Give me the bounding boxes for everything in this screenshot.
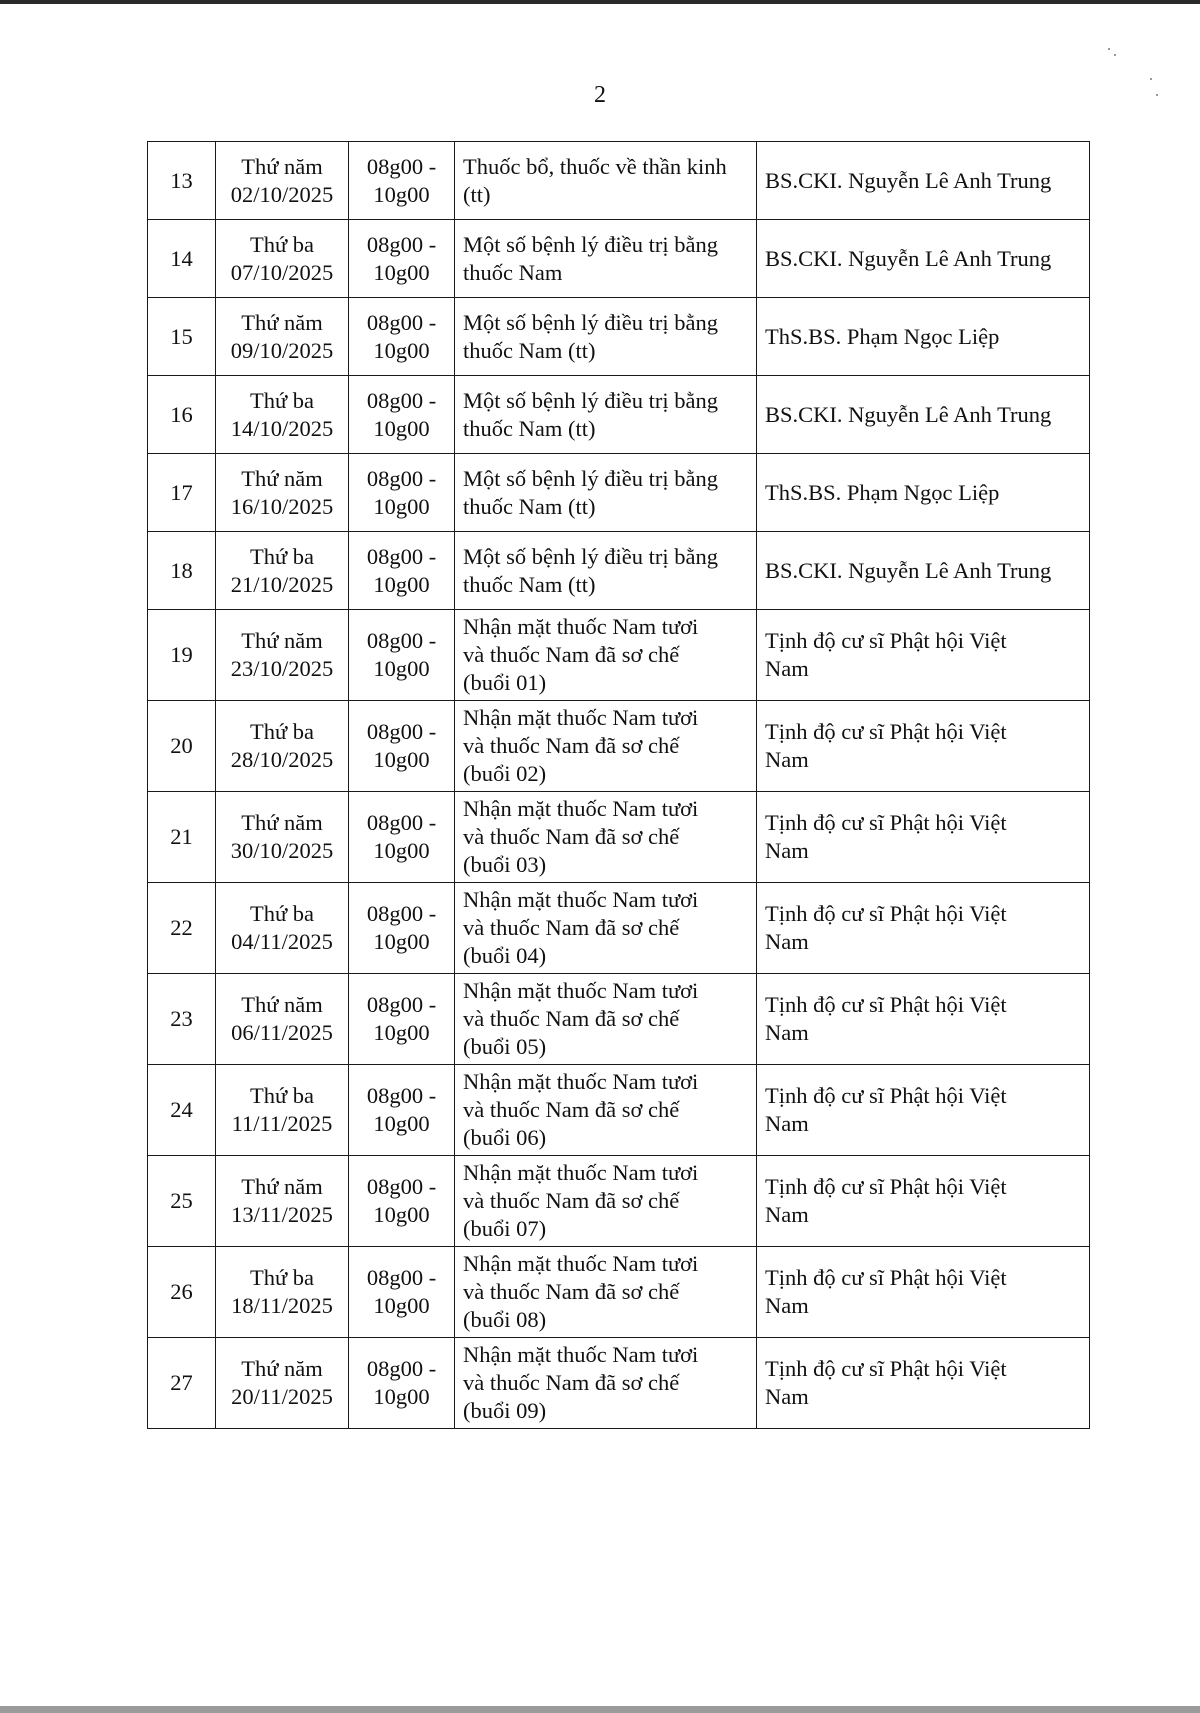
table-row — [148, 1156, 1090, 1247]
table-row — [148, 376, 1090, 454]
teacher-line: Tịnh độ cư sĩ Phật hội Việt — [765, 1356, 1007, 1381]
row-number-cell — [148, 1065, 216, 1156]
topic-cell — [455, 376, 757, 454]
date-text: 07/10/2025 — [230, 259, 334, 285]
topic-line: Một số bệnh lý điều trị bằng — [463, 387, 718, 413]
topic-cell — [455, 454, 757, 532]
scan-speck — [1114, 54, 1116, 56]
weekday-text: Thứ ba — [249, 901, 315, 926]
topic-line: (buổi 07) — [463, 1216, 547, 1241]
topic-line: (buổi 08) — [463, 1307, 547, 1332]
day-cell — [216, 1065, 349, 1156]
weekday-text: Thứ năm — [241, 992, 323, 1017]
topic-line: thuốc Nam (tt) — [463, 493, 596, 519]
row-number-cell — [148, 610, 216, 701]
weekday-text: Thứ năm — [241, 309, 323, 335]
topic-line: (buổi 06) — [463, 1125, 547, 1150]
page-number: 2 — [594, 82, 606, 108]
time-end-text: 10g00 — [373, 181, 430, 207]
weekday-text: Thứ ba — [249, 1083, 315, 1108]
topic-cell — [455, 1247, 757, 1338]
row-number-cell — [148, 532, 216, 610]
time-end-text: 10g00 — [373, 1293, 430, 1318]
time-end-text: 10g00 — [373, 571, 430, 597]
day-cell — [216, 701, 349, 792]
time-cell — [349, 454, 455, 532]
time-start-text: 08g00 - — [366, 1174, 437, 1199]
table-row — [148, 454, 1090, 532]
row-number: 18 — [170, 557, 193, 583]
time-start-text: 08g00 - — [366, 543, 437, 569]
topic-line: Nhận mặt thuốc Nam tươi — [463, 614, 699, 639]
topic-line: Nhận mặt thuốc Nam tươi — [463, 1069, 699, 1094]
table-row — [148, 610, 1090, 701]
time-start-text: 08g00 - — [366, 387, 437, 413]
teacher-line: ThS.BS. Phạm Ngọc Liệp — [765, 323, 1000, 349]
topic-line: Thuốc bổ, thuốc về thần kinh — [463, 153, 727, 179]
teacher-line: Nam — [765, 656, 809, 681]
row-number: 13 — [170, 167, 193, 193]
time-start-text: 08g00 - — [366, 901, 437, 926]
time-start-text: 08g00 - — [366, 465, 437, 491]
topic-cell — [455, 220, 757, 298]
time-cell — [349, 792, 455, 883]
topic-line: (buổi 02) — [463, 761, 547, 786]
topic-line: Nhận mặt thuốc Nam tươi — [463, 705, 699, 730]
teacher-line: Tịnh độ cư sĩ Phật hội Việt — [765, 1083, 1007, 1108]
teacher-cell — [757, 792, 1090, 883]
topic-cell — [455, 883, 757, 974]
day-cell — [216, 454, 349, 532]
schedule-table — [147, 141, 1090, 1429]
teacher-cell — [757, 376, 1090, 454]
topic-cell — [455, 298, 757, 376]
time-end-text: 10g00 — [373, 838, 430, 863]
topic-line: Một số bệnh lý điều trị bằng — [463, 543, 718, 569]
row-number-cell — [148, 701, 216, 792]
teacher-cell — [757, 142, 1090, 220]
teacher-cell — [757, 610, 1090, 701]
teacher-line: Tịnh độ cư sĩ Phật hội Việt — [765, 1174, 1007, 1199]
teacher-line: Nam — [765, 1293, 809, 1318]
topic-line: thuốc Nam — [463, 259, 563, 285]
teacher-line: BS.CKI. Nguyễn Lê Anh Trung — [765, 245, 1052, 271]
topic-cell — [455, 701, 757, 792]
time-end-text: 10g00 — [373, 337, 430, 363]
time-start-text: 08g00 - — [366, 1083, 437, 1108]
day-cell — [216, 1156, 349, 1247]
table-row — [148, 974, 1090, 1065]
teacher-cell — [757, 1247, 1090, 1338]
day-cell — [216, 376, 349, 454]
scan-speck — [1156, 94, 1158, 96]
row-number-cell — [148, 1338, 216, 1429]
topic-cell — [455, 1338, 757, 1429]
day-cell — [216, 142, 349, 220]
time-start-text: 08g00 - — [366, 1356, 437, 1381]
time-start-text: 08g00 - — [366, 810, 437, 835]
teacher-cell — [757, 1156, 1090, 1247]
weekday-text: Thứ năm — [241, 810, 323, 835]
teacher-line: Tịnh độ cư sĩ Phật hội Việt — [765, 1265, 1007, 1290]
date-text: 28/10/2025 — [230, 747, 334, 772]
table-row — [148, 792, 1090, 883]
weekday-text: Thứ ba — [249, 1265, 315, 1290]
table-row — [148, 701, 1090, 792]
teacher-cell — [757, 220, 1090, 298]
topic-line: (buổi 09) — [463, 1398, 547, 1423]
teacher-line: Nam — [765, 838, 809, 863]
teacher-cell — [757, 1065, 1090, 1156]
topic-line: Một số bệnh lý điều trị bằng — [463, 465, 718, 491]
date-text: 20/11/2025 — [231, 1384, 333, 1409]
row-number: 15 — [170, 323, 193, 349]
day-cell — [216, 610, 349, 701]
row-number: 19 — [170, 642, 193, 667]
teacher-line: Nam — [765, 747, 809, 772]
topic-line: thuốc Nam (tt) — [463, 571, 596, 597]
topic-line: (buổi 04) — [463, 943, 547, 968]
weekday-text: Thứ ba — [249, 387, 315, 413]
weekday-text: Thứ năm — [241, 1356, 323, 1381]
time-cell — [349, 142, 455, 220]
time-end-text: 10g00 — [373, 493, 430, 519]
topic-cell — [455, 792, 757, 883]
scan-speck — [1150, 78, 1152, 80]
time-cell — [349, 1156, 455, 1247]
topic-cell — [455, 532, 757, 610]
topic-line: Nhận mặt thuốc Nam tươi — [463, 796, 699, 821]
row-number: 25 — [170, 1188, 193, 1213]
row-number-cell — [148, 454, 216, 532]
weekday-text: Thứ ba — [249, 719, 315, 744]
topic-cell — [455, 610, 757, 701]
teacher-cell — [757, 298, 1090, 376]
teacher-cell — [757, 883, 1090, 974]
topic-line: (tt) — [463, 181, 491, 207]
date-text: 30/10/2025 — [230, 838, 334, 863]
topic-line: và thuốc Nam đã sơ chế — [463, 824, 680, 849]
teacher-line: Nam — [765, 929, 809, 954]
date-text: 13/11/2025 — [231, 1202, 333, 1227]
teacher-line: BS.CKI. Nguyễn Lê Anh Trung — [765, 167, 1052, 193]
day-cell — [216, 298, 349, 376]
time-start-text: 08g00 - — [366, 992, 437, 1017]
day-cell — [216, 1338, 349, 1429]
row-number-cell — [148, 1247, 216, 1338]
time-end-text: 10g00 — [373, 415, 430, 441]
topic-line: Nhận mặt thuốc Nam tươi — [463, 1160, 699, 1185]
topic-line: và thuốc Nam đã sơ chế — [463, 915, 680, 940]
table-row — [148, 220, 1090, 298]
date-text: 09/10/2025 — [230, 337, 334, 363]
table-row — [148, 1338, 1090, 1429]
time-end-text: 10g00 — [373, 929, 430, 954]
weekday-text: Thứ ba — [249, 231, 315, 257]
scan-top-edge — [0, 0, 1200, 4]
teacher-cell — [757, 454, 1090, 532]
time-cell — [349, 1065, 455, 1156]
topic-cell — [455, 1156, 757, 1247]
teacher-cell — [757, 532, 1090, 610]
row-number-cell — [148, 220, 216, 298]
date-text: 14/10/2025 — [230, 415, 334, 441]
teacher-line: ThS.BS. Phạm Ngọc Liệp — [765, 479, 1000, 505]
table-row — [148, 1247, 1090, 1338]
topic-line: và thuốc Nam đã sơ chế — [463, 1097, 680, 1122]
row-number: 22 — [170, 915, 193, 940]
day-cell — [216, 532, 349, 610]
time-start-text: 08g00 - — [366, 231, 437, 257]
topic-line: và thuốc Nam đã sơ chế — [463, 733, 680, 758]
topic-cell — [455, 974, 757, 1065]
topic-line: thuốc Nam (tt) — [463, 337, 596, 363]
time-start-text: 08g00 - — [366, 309, 437, 335]
topic-line: (buổi 03) — [463, 852, 547, 877]
row-number-cell — [148, 974, 216, 1065]
table-row — [148, 532, 1090, 610]
row-number: 24 — [170, 1097, 193, 1122]
teacher-line: Tịnh độ cư sĩ Phật hội Việt — [765, 810, 1007, 835]
topic-line: Một số bệnh lý điều trị bằng — [463, 231, 718, 257]
row-number: 20 — [170, 733, 193, 758]
time-end-text: 10g00 — [373, 1111, 430, 1136]
topic-line: và thuốc Nam đã sơ chế — [463, 1006, 680, 1031]
row-number: 27 — [170, 1370, 193, 1395]
table-row — [148, 298, 1090, 376]
teacher-line: Nam — [765, 1111, 809, 1136]
time-cell — [349, 376, 455, 454]
time-cell — [349, 298, 455, 376]
time-end-text: 10g00 — [373, 1202, 430, 1227]
topic-line: Nhận mặt thuốc Nam tươi — [463, 1251, 699, 1276]
time-start-text: 08g00 - — [366, 628, 437, 653]
time-cell — [349, 532, 455, 610]
weekday-text: Thứ năm — [241, 1174, 323, 1199]
topic-line: Nhận mặt thuốc Nam tươi — [463, 887, 699, 912]
topic-line: và thuốc Nam đã sơ chế — [463, 1188, 680, 1213]
topic-line: thuốc Nam (tt) — [463, 415, 596, 441]
time-end-text: 10g00 — [373, 259, 430, 285]
time-end-text: 10g00 — [373, 1020, 430, 1045]
row-number-cell — [148, 298, 216, 376]
row-number: 17 — [170, 479, 193, 505]
teacher-line: Nam — [765, 1202, 809, 1227]
topic-cell — [455, 142, 757, 220]
topic-line: Một số bệnh lý điều trị bằng — [463, 309, 718, 335]
row-number: 26 — [170, 1279, 193, 1304]
teacher-line: Nam — [765, 1020, 809, 1045]
time-end-text: 10g00 — [373, 1384, 430, 1409]
date-text: 11/11/2025 — [231, 1111, 333, 1136]
row-number-cell — [148, 1156, 216, 1247]
row-number-cell — [148, 142, 216, 220]
topic-cell — [455, 1065, 757, 1156]
teacher-line: Tịnh độ cư sĩ Phật hội Việt — [765, 628, 1007, 653]
day-cell — [216, 1247, 349, 1338]
topic-line: (buổi 01) — [463, 670, 547, 695]
schedule-table-body — [148, 142, 1090, 1429]
topic-line: và thuốc Nam đã sơ chế — [463, 642, 680, 667]
topic-line: Nhận mặt thuốc Nam tươi — [463, 1342, 699, 1367]
time-end-text: 10g00 — [373, 656, 430, 681]
teacher-line: BS.CKI. Nguyễn Lê Anh Trung — [765, 557, 1052, 583]
scan-bottom-edge — [0, 1706, 1200, 1713]
date-text: 23/10/2025 — [230, 656, 334, 681]
time-cell — [349, 883, 455, 974]
weekday-text: Thứ năm — [241, 465, 323, 491]
weekday-text: Thứ ba — [249, 543, 315, 569]
teacher-cell — [757, 974, 1090, 1065]
date-text: 16/10/2025 — [230, 493, 334, 519]
date-text: 18/11/2025 — [231, 1293, 333, 1318]
table-row — [148, 883, 1090, 974]
table-row — [148, 142, 1090, 220]
row-number: 14 — [170, 245, 193, 271]
date-text: 04/11/2025 — [231, 929, 333, 954]
time-start-text: 08g00 - — [366, 719, 437, 744]
scan-speck — [1108, 48, 1110, 50]
date-text: 06/11/2025 — [231, 1020, 333, 1045]
day-cell — [216, 792, 349, 883]
teacher-line: Tịnh độ cư sĩ Phật hội Việt — [765, 992, 1007, 1017]
day-cell — [216, 974, 349, 1065]
weekday-text: Thứ năm — [241, 153, 323, 179]
time-end-text: 10g00 — [373, 747, 430, 772]
row-number-cell — [148, 792, 216, 883]
teacher-line: Tịnh độ cư sĩ Phật hội Việt — [765, 719, 1007, 744]
time-cell — [349, 1247, 455, 1338]
table-row — [148, 1065, 1090, 1156]
teacher-line: Nam — [765, 1384, 809, 1409]
time-cell — [349, 610, 455, 701]
row-number-cell — [148, 376, 216, 454]
date-text: 02/10/2025 — [230, 181, 334, 207]
row-number: 21 — [170, 824, 193, 849]
date-text: 21/10/2025 — [230, 571, 334, 597]
time-cell — [349, 220, 455, 298]
day-cell — [216, 220, 349, 298]
time-start-text: 08g00 - — [366, 1265, 437, 1290]
time-cell — [349, 974, 455, 1065]
row-number-cell — [148, 883, 216, 974]
teacher-line: BS.CKI. Nguyễn Lê Anh Trung — [765, 401, 1052, 427]
time-start-text: 08g00 - — [366, 153, 437, 179]
teacher-cell — [757, 1338, 1090, 1429]
time-cell — [349, 701, 455, 792]
weekday-text: Thứ năm — [241, 628, 323, 653]
row-number: 16 — [170, 401, 193, 427]
day-cell — [216, 883, 349, 974]
teacher-cell — [757, 701, 1090, 792]
topic-line: Nhận mặt thuốc Nam tươi — [463, 978, 699, 1003]
topic-line: và thuốc Nam đã sơ chế — [463, 1370, 680, 1395]
topic-line: (buổi 05) — [463, 1034, 547, 1059]
topic-line: và thuốc Nam đã sơ chế — [463, 1279, 680, 1304]
teacher-line: Tịnh độ cư sĩ Phật hội Việt — [765, 901, 1007, 926]
row-number: 23 — [170, 1006, 193, 1031]
time-cell — [349, 1338, 455, 1429]
